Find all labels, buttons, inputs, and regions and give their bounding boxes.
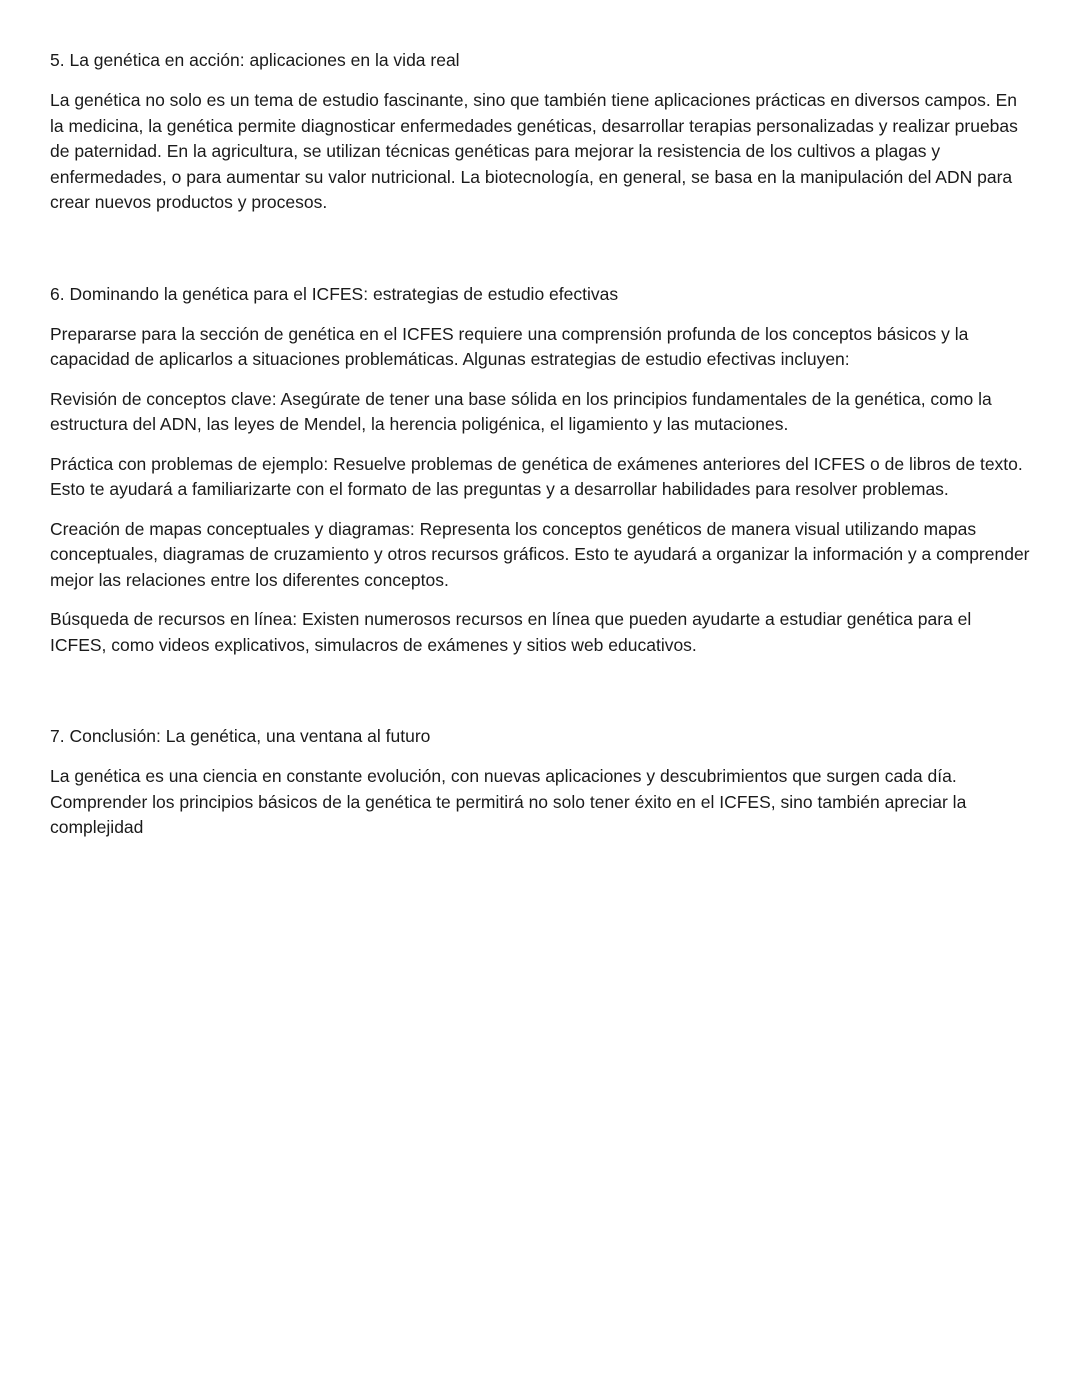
paragraph: Creación de mapas conceptuales y diagramas: Representa los conceptos genéticos de manera visual utilizando mapas conceptuales, diagramas de cruzamiento y otros recursos gráficos. Esto te ayudará a organizar la información y a comprender mejor las relaciones entre los diferentes conceptos.	[50, 518, 1030, 590]
section-spacer	[50, 672, 1030, 724]
paragraph: Práctica con problemas de ejemplo: Resuelve problemas de genética de exámenes anteriores del ICFES o de libros de texto. Esto te ayudará a familiarizarte con el formato de las preguntas y a desarrollar habilidades para resolver problemas.	[50, 453, 1023, 499]
section-heading: 6. Dominando la genética para el ICFES: estrategias de estudio efectivas	[50, 283, 619, 304]
section-6	[50, 282, 1030, 659]
paragraph: Prepararse para la sección de genética en el ICFES requiere una comprensión profunda de los conceptos básicos y la capacidad de aplicarlos a situaciones problemáticas. Algunas estrategias de estudio efectivas incluyen:	[50, 323, 969, 369]
section-7	[50, 724, 1030, 841]
section-spacer	[50, 230, 1030, 282]
paragraph: Revisión de conceptos clave: Asegúrate de tener una base sólida en los principios fundamentales de la genética, como la estructura del ADN, las leyes de Mendel, la herencia poligénica, el ligamiento y las mutaciones.	[50, 388, 992, 434]
section-5	[50, 48, 1030, 216]
section-heading: 5. La genética en acción: aplicaciones en la vida real	[50, 50, 460, 70]
paragraph: Búsqueda de recursos en línea: Existen numerosos recursos en línea que pueden ayudarte a estudiar genética para el ICFES, como videos explicativos, simulacros de exámenes y sitios web educativos.	[50, 609, 972, 655]
paragraph: La genética no solo es un tema de estudio fascinante, sino que también tiene aplicaciones prácticas en diversos campos. En la medicina, la genética permite diagnosticar enfermedades genéticas, desarrollar terapias personalizadas y realizar pruebas de paternidad. En la agricultura, se utilizan técnicas genéticas para mejorar la resistencia de los cultivos a plagas y enfermedades, o para aumentar su valor nutricional. La biotecnología, en general, se basa en la manipulación del ADN para crear nuevos productos y procesos.	[50, 90, 1018, 212]
paragraph: La genética es una ciencia en constante evolución, con nuevas aplicaciones y descubrimientos que surgen cada día. Comprender los principios básicos de la genética te permitirá no solo tener éxito en el ICFES, sino también apreciar la complejidad	[50, 766, 967, 837]
section-heading: 7. Conclusión: La genética, una ventana al futuro	[50, 726, 431, 746]
